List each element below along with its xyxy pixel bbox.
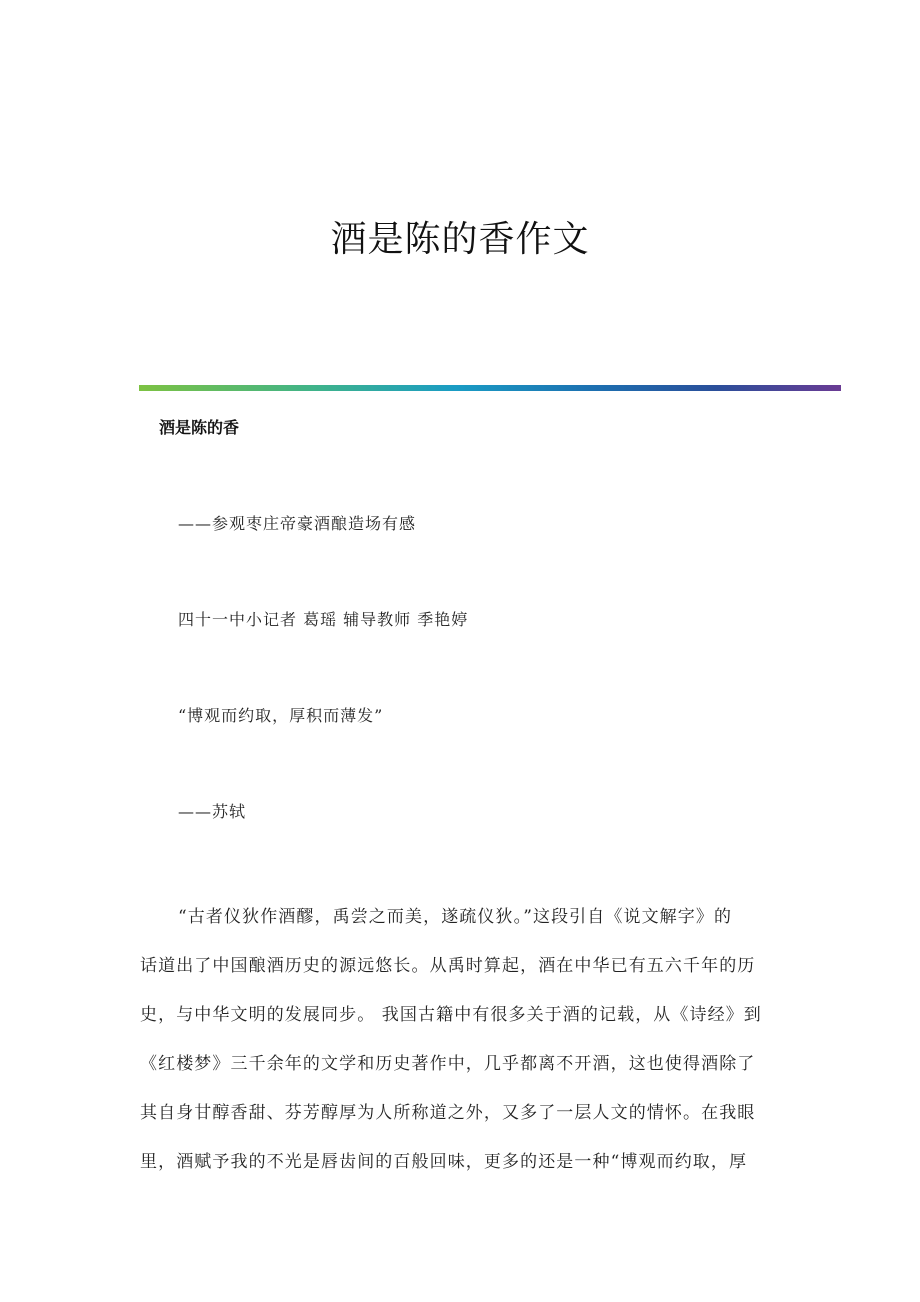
body-line: 《红楼梦》三千余年的文学和历史著作中，几乎都离不开酒，这也使得酒除了	[140, 1054, 756, 1074]
body-line: 里，酒赋予我的不光是唇齿间的百般回味，更多的还是一种“博观而约取，厚	[140, 1152, 748, 1172]
document-title: 酒是陈的香作文	[330, 219, 590, 260]
gradient-divider	[139, 385, 841, 391]
body-line: “古者仪狄作酒醪，禹尝之而美，遂疏仪狄。”这段引自《说文解字》的	[178, 907, 733, 927]
body-line: 话道出了中国酿酒历史的源远悠长。从禹时算起，酒在中华已有五六千年的历	[140, 956, 756, 976]
body-line: 史，与中华文明的发展同步。 我国古籍中有很多关于酒的记载，从《诗经》到	[140, 1005, 762, 1025]
article-heading: 酒是陈的香	[159, 418, 240, 437]
body-paragraph	[140, 893, 780, 1187]
subheading-line: ——参观枣庄帝豪酒酿造场有感	[178, 514, 417, 533]
author-line: 四十一中小记者 葛瑶 辅导教师 季艳婷	[178, 610, 469, 629]
quote-line: “博观而约取，厚积而薄发”	[178, 706, 384, 725]
body-line: 其自身甘醇香甜、芬芳醇厚为人所称道之外，又多了一层人文的情怀。在我眼	[140, 1103, 756, 1123]
quote-attribution: ——苏轼	[178, 802, 247, 821]
